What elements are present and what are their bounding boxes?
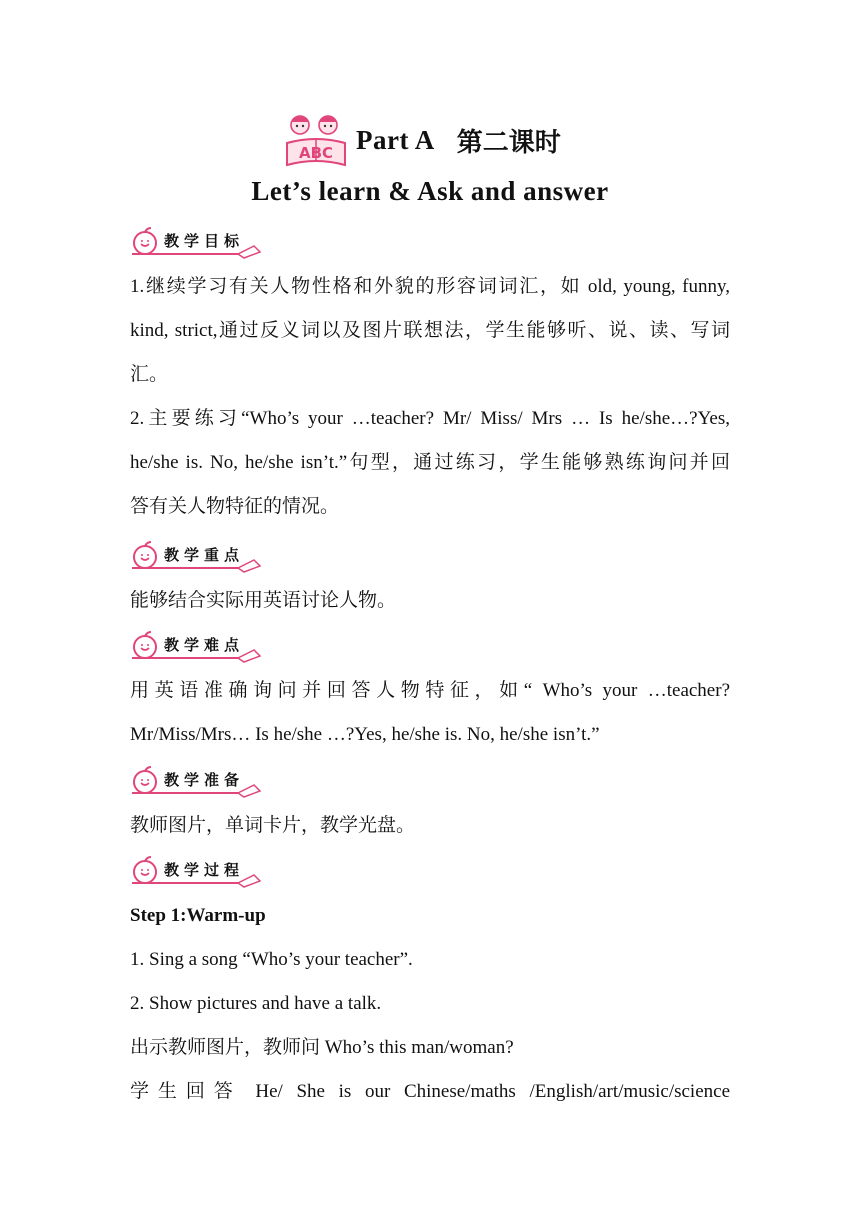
text-line: 出示教师图片，教师问 Who’s this man/woman?: [130, 1037, 514, 1058]
section-label: 教学难点: [164, 635, 245, 654]
pencil-underline-icon: [130, 783, 262, 799]
section-label: 教学准备: [164, 770, 245, 789]
pencil-underline-icon: [130, 873, 262, 889]
step-heading: Step 1:Warm-up: [130, 905, 266, 926]
section-label: 教学目标: [164, 231, 245, 250]
section-label: 教学重点: [164, 545, 245, 564]
difficulties-body: [130, 669, 730, 757]
section-label: 教学过程: [164, 860, 245, 879]
text-line: 2. Show pictures and have a talk.: [130, 993, 382, 1014]
text-line: he/she is. No, he/she isn’t.”句型，通过练习，学生能够熟练询问并回: [130, 452, 730, 473]
text-line: kind, strict,通过反义词以及图片联想法，学生能够听、说、读、写词: [130, 320, 730, 341]
pencil-underline-icon: [130, 558, 262, 574]
process-body: [130, 894, 730, 1114]
text-line: 学生回答 He/ She is our Chinese/maths /English/art/music/science: [130, 1081, 730, 1102]
goals-body: [130, 265, 730, 529]
text-line: 答有关人物特征的情况。: [130, 496, 340, 517]
pencil-underline-icon: [130, 244, 262, 260]
text-line: 1. Sing a song “Who’s your teacher”.: [130, 949, 413, 970]
abc-kids-logo: [284, 111, 348, 169]
svg-text:ABC: ABC: [298, 144, 334, 162]
lesson-subtitle: Let’s learn & Ask and answer: [251, 176, 609, 206]
text-line: 用英语准确询问并回答人物特征，如“ Who’s your …teacher?: [130, 680, 730, 701]
key-points-body: 能够结合实际用英语讨论人物。: [130, 590, 397, 611]
text-line: 1.继续学习有关人物性格和外貌的形容词词汇，如 old, young, funny,: [130, 276, 730, 297]
title-row: [284, 110, 561, 170]
part-title: Part A: [356, 124, 435, 155]
preparation-body: 教师图片，单词卡片，教学光盘。: [130, 815, 416, 836]
pencil-underline-icon: [130, 648, 262, 664]
text-line: 汇。: [130, 364, 169, 385]
text-line: Mr/Miss/Mrs… Is he/she …?Yes, he/she is. No, he/she isn’t.”: [130, 724, 600, 745]
text-line: 2.主要练习“Who’s your …teacher? Mr/ Miss/ Mrs … Is he/she…?Yes,: [130, 408, 730, 429]
lesson-title: 第二课时: [456, 127, 561, 158]
